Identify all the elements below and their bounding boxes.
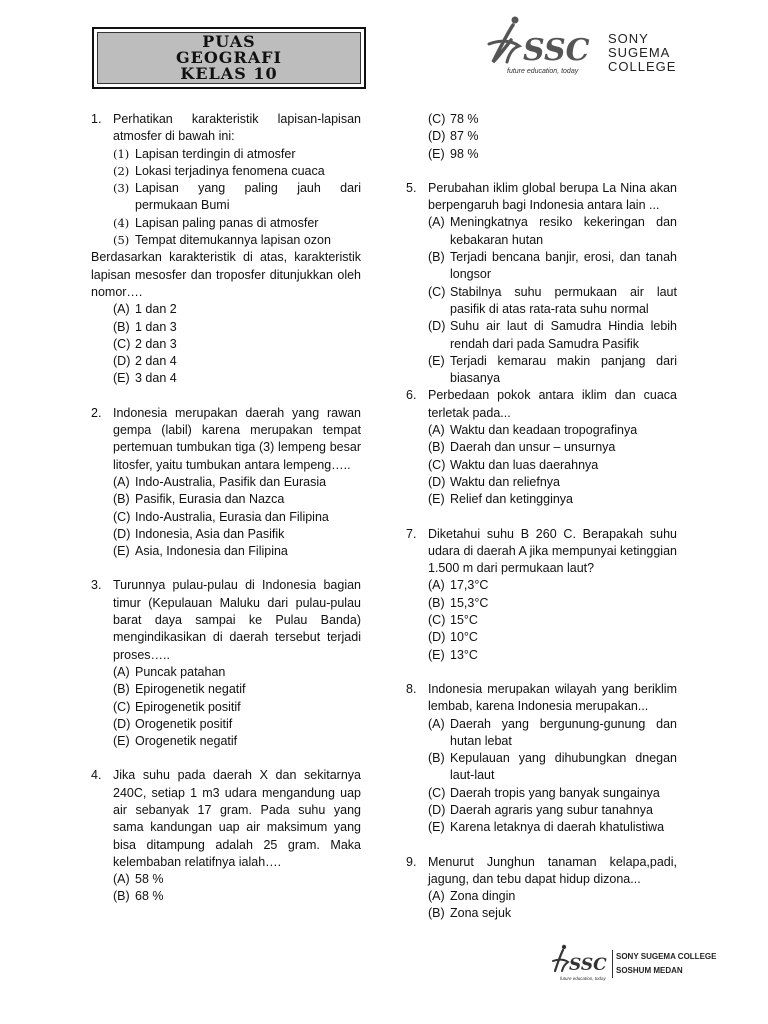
option-label: (A) [428, 889, 445, 904]
option-d [428, 802, 677, 819]
title-box-inner [97, 32, 361, 84]
option-label: (B) [428, 440, 445, 455]
option-a [428, 422, 677, 439]
option-label: (E) [428, 492, 445, 507]
footer-logo [552, 944, 717, 986]
option-e [428, 353, 677, 388]
option-text: Zona sejuk [450, 906, 512, 921]
option-text: 58 % [135, 872, 164, 887]
option-label: (A) [428, 215, 445, 230]
option-label: (A) [428, 716, 445, 731]
option-text: 15,3°C [450, 595, 489, 610]
option-label: (D) [428, 129, 446, 144]
question-number: 7. [406, 526, 417, 541]
statement-4 [113, 215, 361, 232]
option-text: Orogenetik positif [135, 716, 233, 731]
question-5 [406, 180, 677, 388]
option-label: (C) [113, 336, 131, 351]
question-2 [91, 405, 361, 561]
option-label: (B) [428, 595, 445, 610]
option-text: Meningkatnya resiko kekeringan dan kebakaran hutan [450, 215, 677, 247]
option-text: Suhu air laut di Samudra Hindia lebih rendah dari pada Samudra Pasifik [450, 319, 677, 351]
option-text: 3 dan 4 [135, 371, 177, 386]
option-b [428, 750, 677, 785]
option-text: Kepulauan yang dihubungkan dnegan laut-laut [450, 751, 677, 783]
option-text: Karena letaknya di daerah khatulistiwa [450, 820, 665, 835]
option-label: (C) [113, 509, 131, 524]
question-text: Turunnya pulau-pulau di Indonesia bagian timur (Kepulauan Maluku dari pulau-pulau barat daya sampai ke Pulau Banda) mengindikasikan di daerah tersebut terjadi proses….. [113, 578, 361, 662]
option-text: 87 % [450, 129, 479, 144]
option-a [113, 871, 361, 888]
option-text: 98 % [450, 146, 479, 161]
question-3 [91, 577, 361, 750]
option-text: 2 dan 4 [135, 354, 177, 369]
ssc-logo-icon [552, 944, 612, 978]
question-text: Perubahan iklim global berupa La Nina akan berpengaruh bagi Indonesia antara lain ... [428, 180, 677, 213]
left-column [91, 111, 361, 906]
option-label: (E) [113, 544, 130, 559]
option-a [113, 474, 361, 491]
question-7 [406, 526, 677, 664]
option-text: Relief dan ketingginya [450, 492, 573, 507]
question-number: 6. [406, 388, 417, 403]
question-text: Perhatikan karakteristik lapisan-lapisan atmosfer di bawah ini: [113, 112, 361, 144]
option-b [428, 249, 677, 284]
question-note: Berdasarkan karakteristik di atas, karakteristik lapisan mesosfer dan troposfer ditunjukkan oleh nomor…. [91, 250, 361, 299]
option-b [113, 491, 361, 508]
option-label: (A) [113, 872, 130, 887]
option-label: (C) [428, 785, 446, 800]
question-text: Indonesia merupakan wilayah yang beriklim lembab, karena Indonesia merupakan... [428, 681, 677, 714]
ssc-logo-icon [485, 16, 605, 72]
logo-brand-line-1: SONY [608, 31, 649, 46]
option-b [428, 905, 677, 922]
option-c [428, 457, 677, 474]
option-text: Indo-Australia, Pasifik dan Eurasia [135, 474, 327, 489]
title-line-2: GEOGRAFI [175, 48, 282, 67]
option-label: (D) [113, 354, 131, 369]
option-label: (B) [113, 319, 130, 334]
option-label: (D) [113, 526, 131, 541]
option-e [428, 647, 677, 664]
question-text: Jika suhu pada daerah X dan sekitarnya 240C, setiap 1 m3 udara mengandung uap air sebanyak 17 gram. Pada suhu yang sama kandungan uap air maksimum yang bisa ditampung adalah 25 gram. Maka kelembaban relatifnya ialah…. [113, 768, 361, 869]
option-c [113, 336, 361, 353]
logo-brand [608, 32, 676, 74]
option-label: (D) [428, 802, 446, 817]
option-label: (B) [113, 682, 130, 697]
option-text: Terjadi kemarau makin panjang dari biasanya [450, 353, 677, 386]
header-logo [485, 16, 685, 82]
option-text: 17,3°C [450, 578, 489, 593]
option-text: 2 dan 3 [135, 336, 177, 351]
statement-text: Lapisan paling panas di atmosfer [135, 215, 319, 230]
option-c [428, 612, 677, 629]
question-number: 2. [91, 405, 102, 420]
statement-text: Lokasi terjadinya fenomena cuaca [135, 163, 325, 178]
option-c [428, 111, 677, 128]
option-e [428, 491, 677, 508]
option-text: Asia, Indonesia dan Filipina [135, 544, 288, 559]
option-text: Waktu dan keadaan tropografinya [450, 423, 638, 438]
logo-tagline: future education, today [507, 68, 579, 75]
option-label: (D) [428, 630, 446, 645]
question-number: 9. [406, 854, 417, 869]
statement-5 [113, 232, 361, 249]
option-label: (D) [428, 474, 446, 489]
option-b [428, 439, 677, 456]
logo-brand-line-2: SUGEMA [608, 45, 671, 60]
title-box [92, 27, 366, 89]
statement-2 [113, 163, 361, 180]
option-text: Stabilnya suhu permukaan air laut pasifik di atas rata-rata suhu normal [450, 284, 677, 316]
option-label: (A) [113, 474, 130, 489]
option-text: 15°C [450, 613, 478, 628]
option-text: 1 dan 2 [135, 302, 177, 317]
option-e [113, 370, 361, 387]
option-e [113, 733, 361, 750]
option-label: (C) [428, 284, 446, 299]
option-text: 68 % [135, 889, 164, 904]
option-e [113, 543, 361, 560]
option-label: (B) [113, 492, 130, 507]
option-text: Pasifik, Eurasia dan Nazca [135, 492, 285, 507]
logo-brand-line-3: COLLEGE [608, 59, 677, 74]
title-line-3: KELAS 10 [180, 64, 278, 83]
option-text: 1 dan 3 [135, 319, 177, 334]
statement-3 [113, 180, 361, 215]
option-text: Puncak patahan [135, 664, 226, 679]
option-d [113, 526, 361, 543]
option-label: (D) [428, 319, 446, 334]
option-label: (E) [113, 371, 130, 386]
option-text: Terjadi bencana banjir, erosi, dan tanah longsor [450, 250, 677, 282]
option-a [113, 301, 361, 318]
option-b [428, 595, 677, 612]
question-4 [91, 767, 361, 905]
option-c [428, 284, 677, 319]
option-label: (A) [428, 578, 445, 593]
statement-label: (5) [113, 233, 130, 248]
option-label: (D) [113, 716, 131, 731]
option-b [113, 888, 361, 905]
question-number: 5. [406, 180, 417, 195]
option-a [428, 716, 677, 751]
right-column [406, 111, 677, 923]
option-text: Epirogenetik positif [135, 699, 241, 714]
question-number: 8. [406, 681, 417, 696]
option-label: (C) [113, 699, 131, 714]
option-a [428, 888, 677, 905]
option-d [428, 318, 677, 353]
statement-text: Tempat ditemukannya lapisan ozon [135, 233, 331, 248]
statement-text: Lapisan terdingin di atmosfer [135, 146, 296, 161]
question-9 [406, 854, 677, 923]
option-text: Indonesia, Asia dan Pasifik [135, 526, 285, 541]
question-number: 1. [91, 112, 102, 126]
option-label: (B) [428, 906, 445, 921]
option-text: Waktu dan luas daerahnya [450, 457, 599, 472]
footer-brand-line-1: SONY SUGEMA COLLEGE [616, 952, 717, 961]
question-4-continued [406, 111, 677, 163]
option-label: (C) [428, 613, 446, 628]
option-text: Daerah dan unsur – unsurnya [450, 440, 616, 455]
option-label: (E) [428, 146, 445, 161]
option-text: Waktu dan reliefnya [450, 474, 561, 489]
question-6 [406, 387, 677, 508]
statement-label: (1) [113, 146, 130, 161]
option-a [428, 214, 677, 249]
footer-tagline: future education, today [560, 976, 606, 981]
option-text: Daerah yang bergunung-gunung dan hutan lebat [450, 716, 677, 748]
question-text: Perbedaan pokok antara iklim dan cuaca terletak pada... [428, 388, 677, 420]
svg-text:SSC: SSC [523, 33, 590, 68]
option-b [113, 681, 361, 698]
option-text: 10°C [450, 630, 478, 645]
option-d [428, 128, 677, 145]
option-c [113, 509, 361, 526]
statement-text: Lapisan yang paling jauh dari permukaan Bumi [135, 181, 361, 213]
option-label: (C) [428, 112, 446, 126]
option-text: Zona dingin [450, 889, 516, 904]
option-text: 13°C [450, 647, 478, 662]
title-line-1: PUAS [202, 32, 256, 51]
option-b [113, 319, 361, 336]
question-1 [91, 111, 361, 388]
option-label: (A) [113, 302, 130, 317]
option-label: (E) [428, 353, 445, 368]
statement-label: (3) [113, 181, 130, 196]
option-label: (A) [113, 664, 130, 679]
option-label: (E) [428, 820, 445, 835]
question-text: Menurut Junghun tanaman kelapa,padi, jagung, dan tebu dapat hidup dizona... [428, 854, 677, 886]
statement-1 [113, 146, 361, 163]
option-label: (E) [428, 647, 445, 662]
option-label: (B) [428, 751, 445, 766]
option-d [113, 716, 361, 733]
option-label: (C) [428, 457, 446, 472]
question-number: 3. [91, 578, 102, 593]
option-text: 78 % [450, 112, 479, 126]
option-text: Epirogenetik negatif [135, 682, 246, 697]
footer-brand-line-2: SOSHUM MEDAN [616, 966, 683, 975]
option-a [428, 577, 677, 594]
question-text: Diketahui suhu B 260 C. Berapakah suhu udara di daerah A jika mempunyai ketinggian 1.500 m dari permukaan laut? [428, 526, 677, 576]
option-label: (B) [428, 250, 445, 265]
option-text: Daerah agraris yang subur tanahnya [450, 802, 653, 817]
option-d [428, 474, 677, 491]
option-d [113, 353, 361, 370]
option-label: (B) [113, 889, 130, 904]
statement-label: (2) [113, 163, 130, 178]
option-e [428, 146, 677, 163]
svg-text:SSC: SSC [569, 955, 607, 975]
question-text: Indonesia merupakan daerah yang rawan gempa (labil) karena merupakan tempat pertemuan tumbukan tiga (3) lempeng besar litosfer, yaitu tumbukan antara lempeng….. [113, 405, 361, 472]
question-8 [406, 681, 677, 837]
option-text: Indo-Australia, Eurasia dan Filipina [135, 509, 329, 524]
option-c [113, 699, 361, 716]
option-a [113, 664, 361, 681]
statement-label: (4) [113, 215, 130, 230]
option-text: Daerah tropis yang banyak sungainya [450, 785, 660, 800]
option-text: Orogenetik negatif [135, 734, 238, 749]
option-e [428, 819, 677, 836]
question-number: 4. [91, 768, 102, 783]
footer-brand [612, 950, 716, 978]
option-label: (E) [113, 734, 130, 749]
option-c [428, 785, 677, 802]
option-d [428, 629, 677, 646]
option-label: (A) [428, 423, 445, 438]
